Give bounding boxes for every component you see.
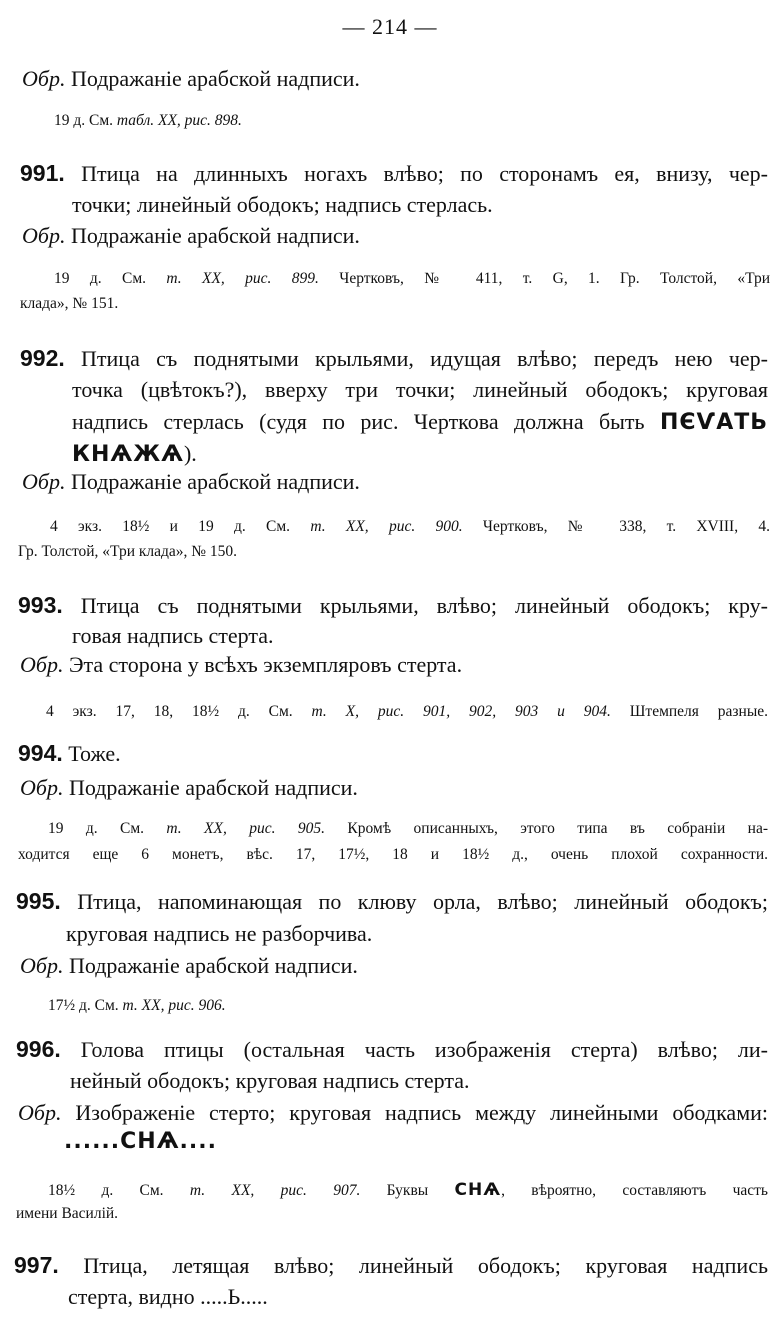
- note-text: 17½ д. См.: [48, 997, 123, 1014]
- note-text: 4 экз. 18½ и 19 д. См.: [50, 518, 311, 535]
- entry-992-line-2: точка (цвѣтокъ?), вверху три точки; линейный ободокъ; круговая: [72, 377, 768, 402]
- entry-992-line-1: [20, 345, 768, 372]
- obverse-label: Обр.: [20, 953, 64, 978]
- entry-994-obverse: [20, 775, 358, 801]
- note-plate-ref: т. XX, рис. 905.: [166, 820, 325, 837]
- entry-number: 994.: [18, 740, 63, 766]
- reference-note: [54, 112, 242, 130]
- obverse-text: Изображеніе стерто; круговая надпись между линейными ободками:: [75, 1100, 769, 1125]
- obverse-label: Обр.: [20, 775, 64, 800]
- obverse-label: Обр.: [20, 652, 64, 677]
- note-text: Буквы: [360, 1182, 455, 1199]
- entry-994-note-1: [48, 820, 768, 838]
- entry-993-note-1: [46, 703, 768, 721]
- entry-number: 991.: [20, 160, 65, 186]
- entry-text: Птица на длинныхъ ногахъ влѣво; по сторонамъ ея, внизу, чер-: [81, 161, 768, 186]
- obverse-label: Обр.: [22, 223, 66, 248]
- entry-995-line-1: [16, 888, 768, 915]
- note-plate-ref: т. XX, рис. 900.: [310, 518, 463, 535]
- entry-text: ).: [183, 441, 197, 466]
- entry-text: Птица съ поднятыми крыльями, влѣво; линейный ободокъ; кру-: [80, 593, 768, 618]
- note-text: Кромѣ описанныхъ, этого типа въ собраніи на-: [325, 820, 768, 837]
- obverse-text: Эта сторона у всѣхъ экземпляровъ стерта.: [68, 652, 463, 677]
- entry-991-line-1: [20, 160, 768, 187]
- entry-number: 992.: [20, 345, 65, 371]
- obverse-text: Подражаніе арабской надписи.: [70, 66, 360, 91]
- entry-text: Тоже.: [68, 741, 121, 766]
- obverse-line: [22, 66, 360, 92]
- note-text: , вѣроятно, составляютъ часть: [501, 1182, 768, 1199]
- note-plate-ref: табл. XX, рис. 898.: [116, 112, 242, 129]
- entry-994-note-2: ходится еще 6 монетъ, вѣс. 17, 17½, 18 и 18½ д., очень плохой сохранности.: [18, 846, 768, 863]
- entry-992-line-4: [72, 441, 197, 467]
- entry-995-note-1: [48, 997, 226, 1015]
- entry-993-obverse: [20, 652, 462, 678]
- entry-996-note-2: имени Василій.: [16, 1205, 119, 1222]
- note-text: 4 экз. 17, 18, 18½ д. См.: [46, 703, 312, 720]
- note-plate-ref: т. X, рис. 901, 902, 903 и 904.: [311, 703, 611, 720]
- entry-997-line-2: стерта, видно .....Ь.....: [68, 1284, 268, 1309]
- entry-991-obverse: [22, 223, 360, 249]
- entry-991-note-2: клада», № 151.: [20, 295, 119, 312]
- entry-995-line-2: круговая надпись не разборчива.: [66, 921, 373, 946]
- note-plate-ref: т. XX, рис. 899.: [166, 270, 319, 287]
- entry-992-note-1: [50, 518, 770, 536]
- entry-number: 993.: [18, 592, 63, 618]
- entry-text: Голова птицы (остальная часть изображенія стерта) влѣво; ли-: [80, 1037, 768, 1062]
- entry-992-line-3: [72, 409, 768, 435]
- obverse-text: Подражаніе арабской надписи.: [68, 953, 358, 978]
- old-slavonic-word: СНѦ: [454, 1180, 502, 1200]
- note-text: 19 д. См.: [48, 820, 167, 837]
- entry-996-line-1: [16, 1036, 768, 1063]
- note-plate-ref: т. XX, рис. 907.: [189, 1182, 361, 1199]
- entry-991-line-2: точки; линейный ободокъ; надпись стерлась.: [72, 192, 493, 217]
- entry-text: Птица, летящая влѣво; линейный ободокъ; круговая надпись: [83, 1253, 769, 1278]
- entry-996-line-2: нейный ободокъ; круговая надпись стерта.: [70, 1068, 470, 1093]
- entry-text: Птица съ поднятыми крыльями, идущая влѣво; передъ нею чер-: [81, 346, 768, 371]
- entry-993-line-2: говая надпись стерта.: [72, 623, 274, 648]
- note-text: 19 д. См.: [54, 112, 117, 129]
- note-text: Чертковъ, № 411, т. G, 1. Гр. Толстой, «Три: [318, 270, 770, 287]
- entry-995-obverse: [20, 953, 358, 979]
- obverse-label: Обр.: [22, 469, 66, 494]
- entry-993-line-1: [18, 592, 768, 619]
- entry-number: 997.: [14, 1252, 59, 1278]
- note-text: Штемпеля разные.: [610, 703, 769, 720]
- entry-997-line-1: [14, 1252, 768, 1279]
- obverse-label: Обр.: [22, 66, 66, 91]
- page-number: — 214 —: [342, 14, 438, 39]
- note-text: Чертковъ, № 338, т. XVIII, 4.: [462, 518, 770, 535]
- entry-996-obverse-inscription: ......СНѦ....: [64, 1129, 217, 1154]
- entry-996-note-1: [48, 1180, 768, 1200]
- obverse-text: Подражаніе арабской надписи.: [70, 469, 360, 494]
- old-slavonic-word: ПЄѴАТЬ: [659, 410, 768, 435]
- entry-992-obverse: [22, 469, 360, 495]
- entry-994-line-1: [18, 740, 121, 767]
- note-plate-ref: т. XX, рис. 906.: [122, 997, 226, 1014]
- note-text: 18½ д. См.: [48, 1182, 190, 1199]
- obverse-text: Подражаніе арабской надписи.: [68, 775, 358, 800]
- entry-text: Птица, напоминающая по клюву орла, влѣво; линейный ободокъ;: [77, 889, 768, 914]
- entry-text: надпись стерлась (судя по рис. Черткова должна быть: [72, 409, 645, 434]
- old-slavonic-word: КНѦЖѦ: [72, 442, 184, 467]
- entry-991-note-1: [54, 270, 770, 288]
- obverse-label: Обр.: [18, 1100, 62, 1125]
- obverse-text: Подражаніе арабской надписи.: [70, 223, 360, 248]
- entry-number: 996.: [16, 1036, 61, 1062]
- note-text: 19 д. См.: [54, 270, 167, 287]
- entry-number: 995.: [16, 888, 61, 914]
- entry-992-note-2: Гр. Толстой, «Три клада», № 150.: [18, 543, 238, 560]
- entry-996-obverse: [18, 1100, 768, 1126]
